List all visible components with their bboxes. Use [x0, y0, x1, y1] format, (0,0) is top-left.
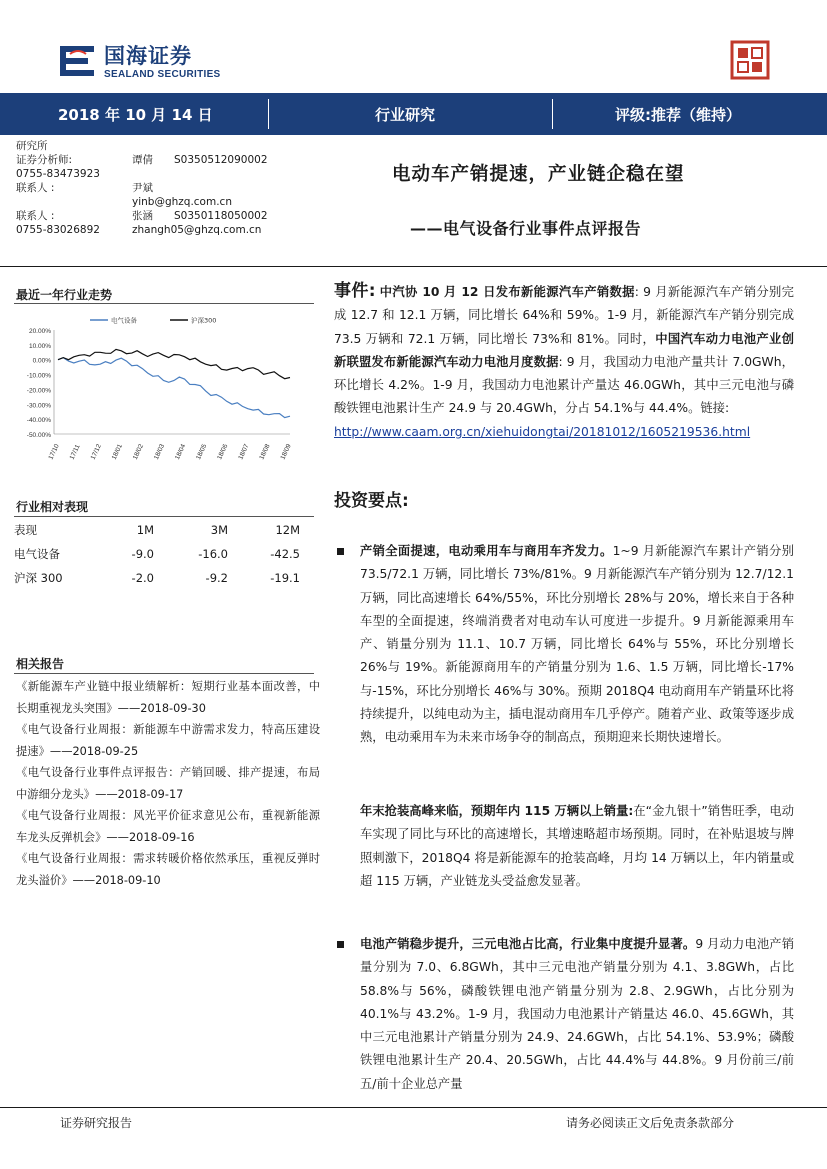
event-text: : 9 月，我国动力电池产量共计 7.0GWh，环比增长 4.2%。1-9 月，我国动力电池累计产量达 46.0GWh，其中三元电池与磷酸铁锂电池累计生产 24.9 与 20.4GWh，分占 54.1%与 44.4%。链接:: [334, 354, 794, 416]
invest-heading: 投资要点:: [334, 491, 409, 511]
company-name-cn: 国海证券: [104, 43, 192, 68]
header-divider: [552, 99, 553, 129]
x-tick-label: 18/01: [110, 443, 124, 461]
analyst-name: 谭倩: [132, 154, 153, 166]
table-cell: -16.0: [198, 547, 228, 561]
table-cell: -19.1: [270, 571, 300, 585]
x-tick-label: 18/05: [195, 443, 209, 461]
divider: [14, 303, 314, 304]
table-header-row: [14, 518, 314, 542]
contact-phone: 0755-83026892: [16, 224, 100, 236]
x-tick-label: 18/09: [279, 443, 293, 461]
divider: [0, 266, 827, 267]
analyst-info: [16, 139, 268, 237]
report-subtitle: ——电气设备行业事件点评报告: [410, 219, 642, 238]
x-tick-label: 17/11: [68, 443, 82, 461]
related-report-link[interactable]: 《电气设备行业周报：需求转暖价格依然承压，重视反弹时龙头溢价》——2018-09-10: [16, 852, 320, 887]
related-report-link[interactable]: 《新能源车产业链中报业绩解析：短期行业基本面改善，中长期重视龙头突围》——2018-09-30: [16, 680, 320, 715]
footer-disclaimer: 请务必阅读正文后免责条款部分: [566, 1116, 735, 1130]
x-tick-label: 18/04: [174, 443, 188, 461]
point-highlight: 产销全面提速，电动乘用车与商用车齐发力。: [360, 544, 613, 558]
trend-heading: 最近一年行业走势: [16, 288, 113, 302]
analyst-id: S0350512090002: [174, 154, 268, 166]
report-type: 行业研究: [375, 105, 436, 124]
related-report-link[interactable]: 《电气设备行业周报：新能源车中游需求发力，特高压建设提速》——2018-09-25: [16, 723, 320, 758]
x-tick-label: 18/02: [131, 443, 146, 461]
company-name-en: SEALAND SECURITIES: [104, 68, 221, 80]
invest-point: [334, 540, 794, 750]
footer-divider: [0, 1107, 827, 1108]
report-rating: 评级:推荐（维持）: [615, 105, 741, 124]
y-tick-label: -10.00%: [26, 372, 51, 380]
point-text: 9 月动力电池产销量分别为 7.0、6.8GWh，其中三元电池产销量分别为 4.1、3.8GWh，占比 58.8%与 56%，磷酸铁锂电池产销量分别为 2.8、2.9GWh，占比分别为 40.1%与 43.2%。1-9 月，我国动力电池累计产销量达 46.0、45.6GWh，其中三元电池累计产销量分别为 24.9、24.6GWh，占比 54.1%、53.9%；磷酸铁锂电池累计生产 20.4、20.5GWh，占比 44.4%与 44.8%。9 月份前三/前五/前十企业总产量: [360, 937, 794, 1091]
column-header: 3M: [210, 523, 228, 537]
analyst-label: 证券分析师:: [16, 154, 73, 166]
analyst-phone: 0755-83473923: [16, 168, 100, 180]
contact-email: yinb@ghzq.com.cn: [132, 196, 232, 208]
institute-label: 研究所: [16, 140, 48, 152]
x-tick-label: 18/06: [216, 443, 230, 461]
point-text: 1~9 月新能源汽车累计产销分别 73.5/72.1 万辆，同比增长 73%/81%。9 月新能源汽车产销分别为 12.7/12.1 万辆，同比高速增长 64%/55%，环比分别增长 28%与 20%，增长来自于各种车型的全面提速，终端消费者对电动车认可度进一步提升。9 月新能源乘用车产、销量分别为 11.1、10.7 万辆，同比增长 64%与 55%，环比分别增长 26%与 19%。新能源商用车的产销量分别为 1.6、1.5 万辆，同比增长-17%与-15%，环比分别增长 46%与 30%。预期 2018Q4 电动商用车产销量环比将持续提升，以纯电动为主，插电混动商用车几乎停产。随着产业、政策等逐步成熟，电动乘用车为未来市场争夺的制高点，预期迎来长期快速增长。: [360, 544, 794, 745]
event-text: : 9 月新能源汽车产销分别完成 12.7 和 12.1 万辆，同比增长 64%和 59%。1-9 月，新能源汽车产销分别完成 73.5 万辆和 72.1 万辆，同比增长 73%和 81%。同时，: [334, 285, 794, 346]
column-header: 表现: [14, 523, 37, 537]
series-line-electrical-equipment: [58, 358, 290, 418]
column-header: 1M: [136, 523, 154, 537]
related-heading: 相关报告: [16, 657, 65, 671]
table-row: [14, 542, 314, 566]
table-cell: -9.0: [131, 547, 154, 561]
table-cell: -9.2: [205, 571, 228, 585]
divider: [14, 673, 314, 674]
y-tick-label: -20.00%: [26, 387, 51, 395]
related-report-link[interactable]: 《电气设备行业事件点评报告：产销回暖、排产提速，布局中游细分龙头》——2018-09-17: [16, 766, 320, 801]
report-date: 2018 年 10 月 14 日: [58, 105, 213, 124]
y-tick-label: 20.00%: [28, 328, 51, 335]
performance-table: [14, 518, 314, 590]
series-line-csi300: [58, 349, 290, 378]
event-heading: 事件:: [334, 281, 376, 301]
contact-name: 张涵: [132, 210, 153, 222]
contact-label: 联系人 :: [16, 210, 55, 222]
table-cell: -2.0: [131, 571, 154, 585]
x-tick-label: 18/07: [237, 443, 251, 461]
contact-label: 联系人 :: [16, 182, 55, 194]
table-cell: 电气设备: [14, 547, 60, 561]
performance-heading: 行业相对表现: [16, 500, 89, 514]
related-reports-list: [16, 676, 320, 891]
industry-trend-chart: [14, 308, 314, 470]
y-tick-label: 0.00%: [32, 357, 51, 365]
divider: [14, 516, 314, 517]
header-divider: [268, 99, 269, 129]
table-cell: 沪深 300: [14, 571, 63, 585]
contact-name: 尹斌: [132, 182, 153, 194]
y-tick-label: -50.00%: [26, 432, 51, 439]
sealand-logo-icon: [56, 40, 98, 82]
event-highlight: 中国汽车动力电池产业创新联盟发布新能源汽车动力电池月度数据: [334, 331, 794, 369]
point-text: 在“金九银十”销售旺季，电动车实现了同比与环比的高速增长，其增速略超市场预期。同时，在补贴退坡与牌照刺激下，2018Q4 将是新能源车的抢装高峰，月均 14 万辆以上，年内销量或超 115 万辆，产业链龙头受益愈发显著。: [360, 804, 794, 888]
report-title: 电动车产销提速，产业链企稳在望: [392, 164, 685, 185]
y-tick-label: 10.00%: [28, 342, 51, 350]
company-logo: [56, 40, 221, 82]
bullet-square-icon: [337, 941, 344, 948]
contact-id: S0350118050002: [174, 210, 268, 222]
legend-label: 电气设备: [111, 316, 137, 325]
event-highlight: 中汽协 10 月 12 日发布新能源汽车产销数据: [379, 285, 635, 299]
bullet-square-icon: [337, 548, 344, 555]
x-tick-label: 18/08: [258, 443, 272, 461]
footer-left-text: 证券研究报告: [60, 1116, 133, 1130]
research-seal-icon: [730, 40, 770, 80]
x-tick-label: 18/03: [152, 443, 167, 461]
legend-label: 沪深300: [191, 316, 217, 325]
column-header: 12M: [275, 523, 300, 537]
point-highlight: 年末抢装高峰来临，预期年内 115 万辆以上销量:: [360, 804, 634, 818]
invest-paragraph: [360, 800, 794, 893]
report-header-bar: [0, 93, 827, 135]
y-tick-label: -30.00%: [26, 402, 51, 410]
event-section: [334, 280, 794, 444]
x-tick-label: 17/12: [89, 443, 103, 461]
source-link[interactable]: http://www.caam.org.cn/xiehuidongtai/20181012/1605219536.html: [334, 424, 751, 439]
table-cell: -42.5: [270, 547, 300, 561]
x-tick-label: 17/10: [47, 443, 61, 461]
invest-point: [334, 933, 794, 1096]
related-report-link[interactable]: 《电气设备行业周报：风光平价征求意见公布，重视新能源车龙头反弹机会》——2018-09-16: [16, 809, 320, 844]
contact-email: zhangh05@ghzq.com.cn: [132, 224, 262, 236]
table-row: [14, 566, 314, 590]
y-tick-label: -40.00%: [26, 417, 51, 425]
point-highlight: 电池产销稳步提升，三元电池占比高，行业集中度提升显著。: [360, 937, 696, 951]
